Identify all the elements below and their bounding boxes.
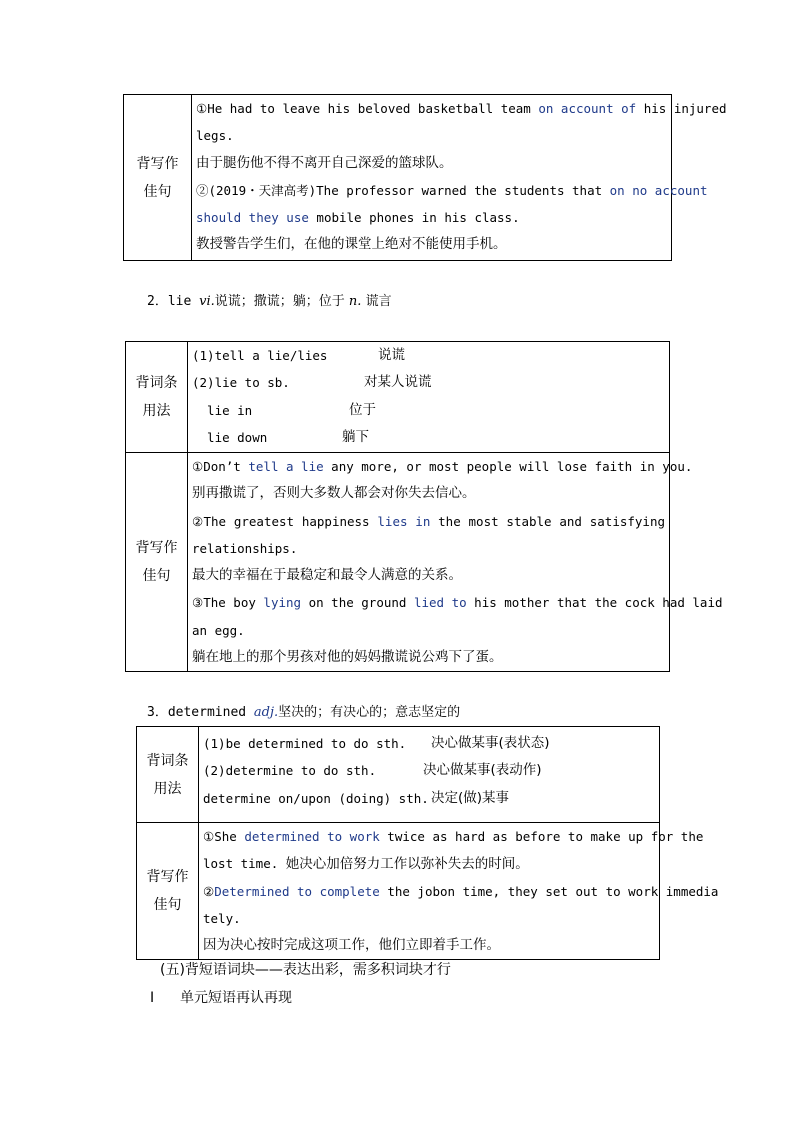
key-phrase: lying xyxy=(263,595,302,611)
section-numeral: Ⅰ xyxy=(150,990,155,1006)
sentence-line xyxy=(192,644,665,671)
sentence-text: the most stable and satisfying xyxy=(430,513,665,529)
sentence-text: 因为决心按时完成这项工作，他们立即着手工作。 xyxy=(203,937,500,954)
label-text: 背写作 佳句 xyxy=(146,869,189,914)
key-phrase: lied to xyxy=(413,595,467,611)
usage-meaning: 躺下 xyxy=(342,428,369,445)
sentence-text: relationships. xyxy=(192,540,298,556)
sentence-lines xyxy=(196,95,727,259)
key-phrase: determined to work xyxy=(244,829,380,844)
sentence-text: tely. xyxy=(203,910,241,926)
sentence-text: ② xyxy=(203,883,215,899)
sentence-line xyxy=(203,878,719,905)
usage-phrase: (1)be determined to do sth. xyxy=(203,736,407,751)
row-label-writing xyxy=(137,823,199,960)
row-label-usage xyxy=(137,727,199,823)
sentence-line xyxy=(192,535,665,562)
sentence-text: his injured xyxy=(636,101,727,116)
sentence-line xyxy=(196,177,708,204)
sentence-text: 躺在地上的那个男孩对他的妈妈撒谎说公鸡下了蛋。 xyxy=(192,649,503,666)
sentence-line xyxy=(196,122,667,149)
sentence-text: 她决心加倍努力工作以弥补失去的时间。 xyxy=(285,856,529,873)
key-phrase: Determined to complete xyxy=(214,883,380,899)
usage-meaning: 说谎 xyxy=(378,347,405,363)
usage-phrase: lie down xyxy=(192,429,268,445)
table-lie xyxy=(125,341,723,672)
usage-phrase: (2)determine to do sth. xyxy=(203,763,377,779)
sentence-line xyxy=(203,932,655,959)
sentences-cell xyxy=(192,95,727,261)
usage-line xyxy=(203,730,655,757)
usage-phrase: determine on/upon (doing) sth. xyxy=(203,790,429,806)
sentence-text: ②(2019・天津高考)The professor warned the students that xyxy=(196,182,610,198)
usage-meaning: 决心做某事(表动作) xyxy=(423,762,542,779)
sentence-text: 由于腿伤他不得不离开自己深爱的篮球队。 xyxy=(196,154,453,171)
pos-vi: vi. xyxy=(199,294,215,309)
section-i-title xyxy=(150,988,292,1008)
usage-line xyxy=(192,342,665,369)
sentence-text: twice as hard as before to make up for the xyxy=(379,829,704,844)
usage-line xyxy=(192,397,665,424)
row-label-usage xyxy=(126,342,188,453)
sentence-line xyxy=(192,562,665,589)
usage-lines xyxy=(203,727,655,812)
sentence-text: legs. xyxy=(196,128,234,144)
row-label-writing xyxy=(124,95,192,261)
sentence-line xyxy=(192,589,723,616)
sentence-text: 别再撒谎了，否则大多数人都会对你失去信心。 xyxy=(192,485,476,502)
key-phrase: tell a lie xyxy=(248,459,324,474)
label-text: 背写作 佳句 xyxy=(136,155,179,200)
sentence-text: 教授警告学生们，在他的课堂上绝对不能使用手机。 xyxy=(196,236,507,253)
sentence-text: the jobon time, they set out to work immedia xyxy=(379,883,719,899)
sentence-line xyxy=(192,480,665,507)
sentence-line xyxy=(192,508,665,535)
sentence-text: ②The greatest happiness xyxy=(192,513,378,529)
usage-meaning: 决心做某事(表状态) xyxy=(431,735,550,751)
sentence-text: mobile phones in his class. xyxy=(308,210,520,226)
sentence-text: lost time. xyxy=(203,856,286,872)
entry-number: 3．determined xyxy=(147,705,254,720)
definition-adj: 坚决的；有决心的；意志坚定的 xyxy=(278,705,461,720)
sentences-cell xyxy=(188,453,723,672)
sentence-text: on the ground xyxy=(301,595,414,611)
sentence-text: 最大的幸福在于最稳定和最令人满意的关系。 xyxy=(192,567,462,584)
pos-adj: adj. xyxy=(253,705,279,720)
usage-cell xyxy=(199,727,660,823)
section-text: 单元短语再认再现 xyxy=(180,990,292,1006)
sentence-text: ①Don’t xyxy=(192,459,249,474)
sentences-cell xyxy=(199,823,719,960)
usage-line xyxy=(203,785,655,812)
entry-heading-determined xyxy=(147,701,460,720)
sentence-line xyxy=(203,905,655,932)
usage-line xyxy=(192,369,665,396)
row-label-writing xyxy=(126,453,188,672)
sentence-line xyxy=(192,617,665,644)
key-phrase: on account of xyxy=(538,101,637,116)
table-determined xyxy=(136,726,719,960)
sentence-text: his mother that the cock had laid xyxy=(466,595,723,611)
label-text: 背写作 佳句 xyxy=(135,540,178,585)
sentence-line xyxy=(192,453,693,480)
table-lie-on-account xyxy=(123,94,727,261)
sentence-text: ①She xyxy=(203,829,245,844)
definition-vi: 说谎；撒谎；躺；位于 xyxy=(214,294,349,309)
usage-meaning: 决定(做)某事 xyxy=(431,789,510,806)
usage-lines xyxy=(192,342,665,451)
sentence-text: any more, or most people will lose faith in you. xyxy=(323,459,693,474)
sentence-line xyxy=(203,823,704,850)
sentence-line xyxy=(196,95,727,122)
usage-meaning: 位于 xyxy=(349,401,376,418)
sentence-line xyxy=(196,204,667,231)
usage-line xyxy=(203,757,655,784)
definition-n: 谎言 xyxy=(361,294,392,309)
usage-phrase: lie in xyxy=(192,402,253,418)
label-text: 背词条 用法 xyxy=(146,752,189,797)
sentence-lines xyxy=(192,453,723,671)
sentence-line xyxy=(196,150,667,177)
sentence-text: ①He had to leave his beloved basketball team xyxy=(196,101,539,116)
sentence-lines xyxy=(203,823,719,959)
usage-meaning: 对某人说谎 xyxy=(364,374,432,391)
key-phrase: should they use xyxy=(196,210,309,226)
pos-n: n. xyxy=(348,294,362,309)
entry-heading-lie xyxy=(147,290,392,309)
key-phrase: lies in xyxy=(377,513,431,529)
entry-number: 2．lie xyxy=(147,294,200,309)
usage-phrase: (2)lie to sb. xyxy=(192,375,290,391)
sentence-text: ③The boy xyxy=(192,595,264,611)
sentence-text: an egg. xyxy=(192,622,245,638)
key-phrase: on no account xyxy=(609,182,708,198)
usage-line xyxy=(192,424,665,451)
usage-cell xyxy=(188,342,670,453)
sentence-line xyxy=(196,231,667,258)
usage-phrase: (1)tell a lie/lies xyxy=(192,348,328,363)
label-text: 背词条 用法 xyxy=(135,375,178,419)
section-five-title: (五)背短语词块——表达出彩，需多积词块才行 xyxy=(160,962,451,978)
sentence-line xyxy=(203,850,655,877)
